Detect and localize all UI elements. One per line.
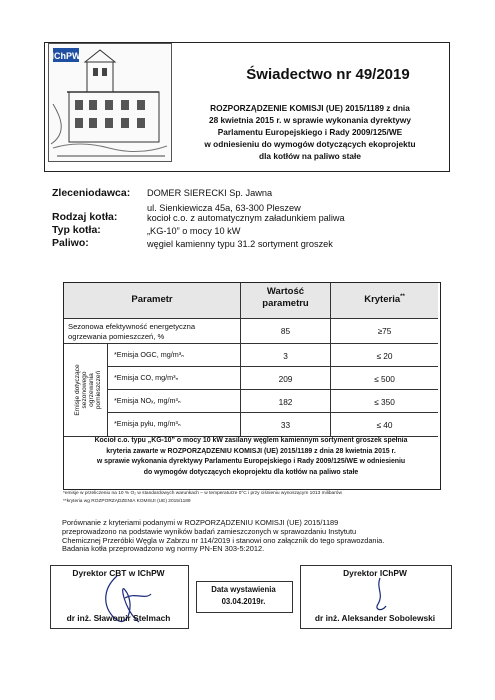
boiler-kind-label: Rodzaj kotła:: [52, 211, 118, 223]
left-signer-title: Dyrektor CBT w IChPW: [72, 568, 165, 578]
header-value: [241, 286, 330, 310]
header-parameter: Parametr: [131, 294, 173, 305]
co-value: 209: [278, 374, 293, 384]
paragraph-line: Badania kotła przeprowadzono wg normy PN-EN 303-5:2012.: [62, 544, 265, 554]
efficiency-label: [68, 322, 238, 342]
fuel-label: Paliwo:: [52, 237, 89, 249]
date-label: Data wystawienia: [211, 585, 276, 594]
header-value-line: Wartość: [266, 286, 305, 297]
group-label-line: ogrzewania: [88, 373, 95, 407]
building-illustration: [49, 44, 171, 161]
regulation-line: w odniesieniu do wymogów dotyczących ekoprojektu: [204, 139, 416, 149]
footnote-criteria: **kryteria wg ROZPORZĄDZENIA KOMISJI (UE) 2015/1189: [63, 499, 191, 504]
ogc-value: 3: [283, 351, 288, 361]
client-address: ul. Sienkiewicza 45a, 63-300 Pleszew: [147, 203, 301, 213]
paragraph-line: Porównanie z kryteriami podanymi w ROZPORZĄDZENIU KOMISJI (UE) 2015/1189: [62, 518, 339, 527]
boiler-type-value: „KG-10” o mocy 10 kW: [147, 226, 241, 236]
boiler-kind-value: kocioł c.o. z automatycznym załadunkiem paliwa: [147, 213, 345, 223]
regulation-line: Parlamentu Europejskiego i Rady 2009/125/WE: [217, 127, 403, 137]
co-label: *Emisja CO, mg/m³ₙ: [114, 373, 179, 382]
group-label-line: sezonowego: [81, 371, 88, 409]
fuel-value: węgiel kamienny typu 31.2 sortyment groszek: [147, 239, 333, 249]
row-divider: [64, 318, 438, 319]
institute-logo: [48, 43, 172, 162]
regulation-line: ROZPORZĄDZENIE KOMISJI (UE) 2015/1189 z dnia: [210, 103, 410, 113]
comparison-paragraph: [62, 519, 440, 554]
row-divider: [64, 343, 438, 344]
conclusion-line: do wymogów dotyczących ekoprojektu dla kotłów na paliwo stałe: [143, 468, 359, 476]
date-value: 03.04.2019r.: [221, 597, 266, 606]
conclusion-line: w sprawie wykonania dyrektywy Parlamentu Europejskiego i Rady 2009/125/WE w odniesieniu: [96, 458, 406, 465]
certificate-title: Świadectwo nr 49/2019: [246, 66, 410, 83]
row-divider: [108, 366, 438, 367]
conclusion-line: kryteria zawarte w ROZPORZĄDZENIU KOMISJI (UE) 2015/1189 z dnia 28 kwietnia 2015 r.: [106, 447, 396, 455]
boiler-type-label: Typ kotła:: [52, 224, 101, 236]
emissions-group-label: [74, 344, 102, 436]
group-label-line: pomieszczeń: [95, 370, 102, 410]
row-divider: [108, 412, 438, 413]
efficiency-value: 85: [280, 326, 291, 336]
handwritten-signature-right: [360, 576, 400, 614]
nox-label: *Emisja NOₓ, mg/m³ₙ: [114, 396, 181, 405]
conclusion-text: [64, 436, 438, 478]
paragraph-line: przeprowadzono na podstawie wyników badań zamieszczonych w sprawozdaniu Instytutu: [62, 526, 357, 536]
co-criteria: ≤ 500: [374, 374, 395, 384]
right-signer-title: Dyrektor IChPW: [343, 568, 407, 578]
dust-value: 33: [280, 420, 291, 430]
header-value-line: parametru: [262, 298, 309, 309]
header-criteria: [331, 294, 438, 305]
conclusion-line: Kocioł c.o. typu „KG-10” o mocy 10 kW zasilany węglem kamiennym sortyment groszek spełnia: [94, 437, 408, 444]
efficiency-criteria: ≥75: [377, 326, 392, 336]
client-name: DOMER SIERECKI Sp. Jawna: [147, 188, 273, 198]
footnote-emissions: *emisje w przeliczeniu na 10 % O₂ w standardowych warunkach – w temperaturze 0°C i przy ciśnieniu wynoszącym 1013 milibarów: [63, 491, 342, 496]
group-label-line: Emisje dotyczące: [74, 364, 81, 416]
ogc-criteria: ≤ 20: [376, 351, 393, 361]
regulation-text: [172, 102, 448, 162]
paragraph-line: Chemicznej Przeróbki Węgla w Zabrzu nr 114/2019 i stanowi ono załącznik do tego sprawozdania.: [62, 535, 385, 545]
regulation-line: 28 kwietnia 2015 r. w sprawie wykonania dyrektywy: [209, 115, 411, 125]
dust-criteria: ≤ 40: [376, 420, 393, 430]
regulation-line: dla kotłów na paliwo stałe: [259, 151, 361, 161]
dust-label: *Emisja pyłu, mg/m³ₙ: [114, 419, 181, 428]
client-label: Zleceniodawca:: [52, 187, 131, 199]
left-signer-name: dr inż. Sławomir Stelmach: [66, 613, 171, 623]
nox-value: 182: [278, 397, 293, 407]
efficiency-label-line: Sezonowa efektywność energetyczna: [68, 322, 196, 331]
logo-text: IChPW: [51, 51, 81, 61]
right-signer-name: dr inż. Aleksander Sobolewski: [314, 613, 436, 623]
header-criteria-text: Kryteria: [364, 294, 401, 306]
efficiency-label-line: ogrzewania pomieszczeń, %: [68, 332, 165, 341]
row-divider: [108, 389, 438, 390]
nox-criteria: ≤ 350: [374, 397, 395, 407]
ogc-label: *Emisja OGC, mg/m³ₙ: [114, 350, 184, 359]
header-criteria-sup: **: [400, 294, 405, 300]
